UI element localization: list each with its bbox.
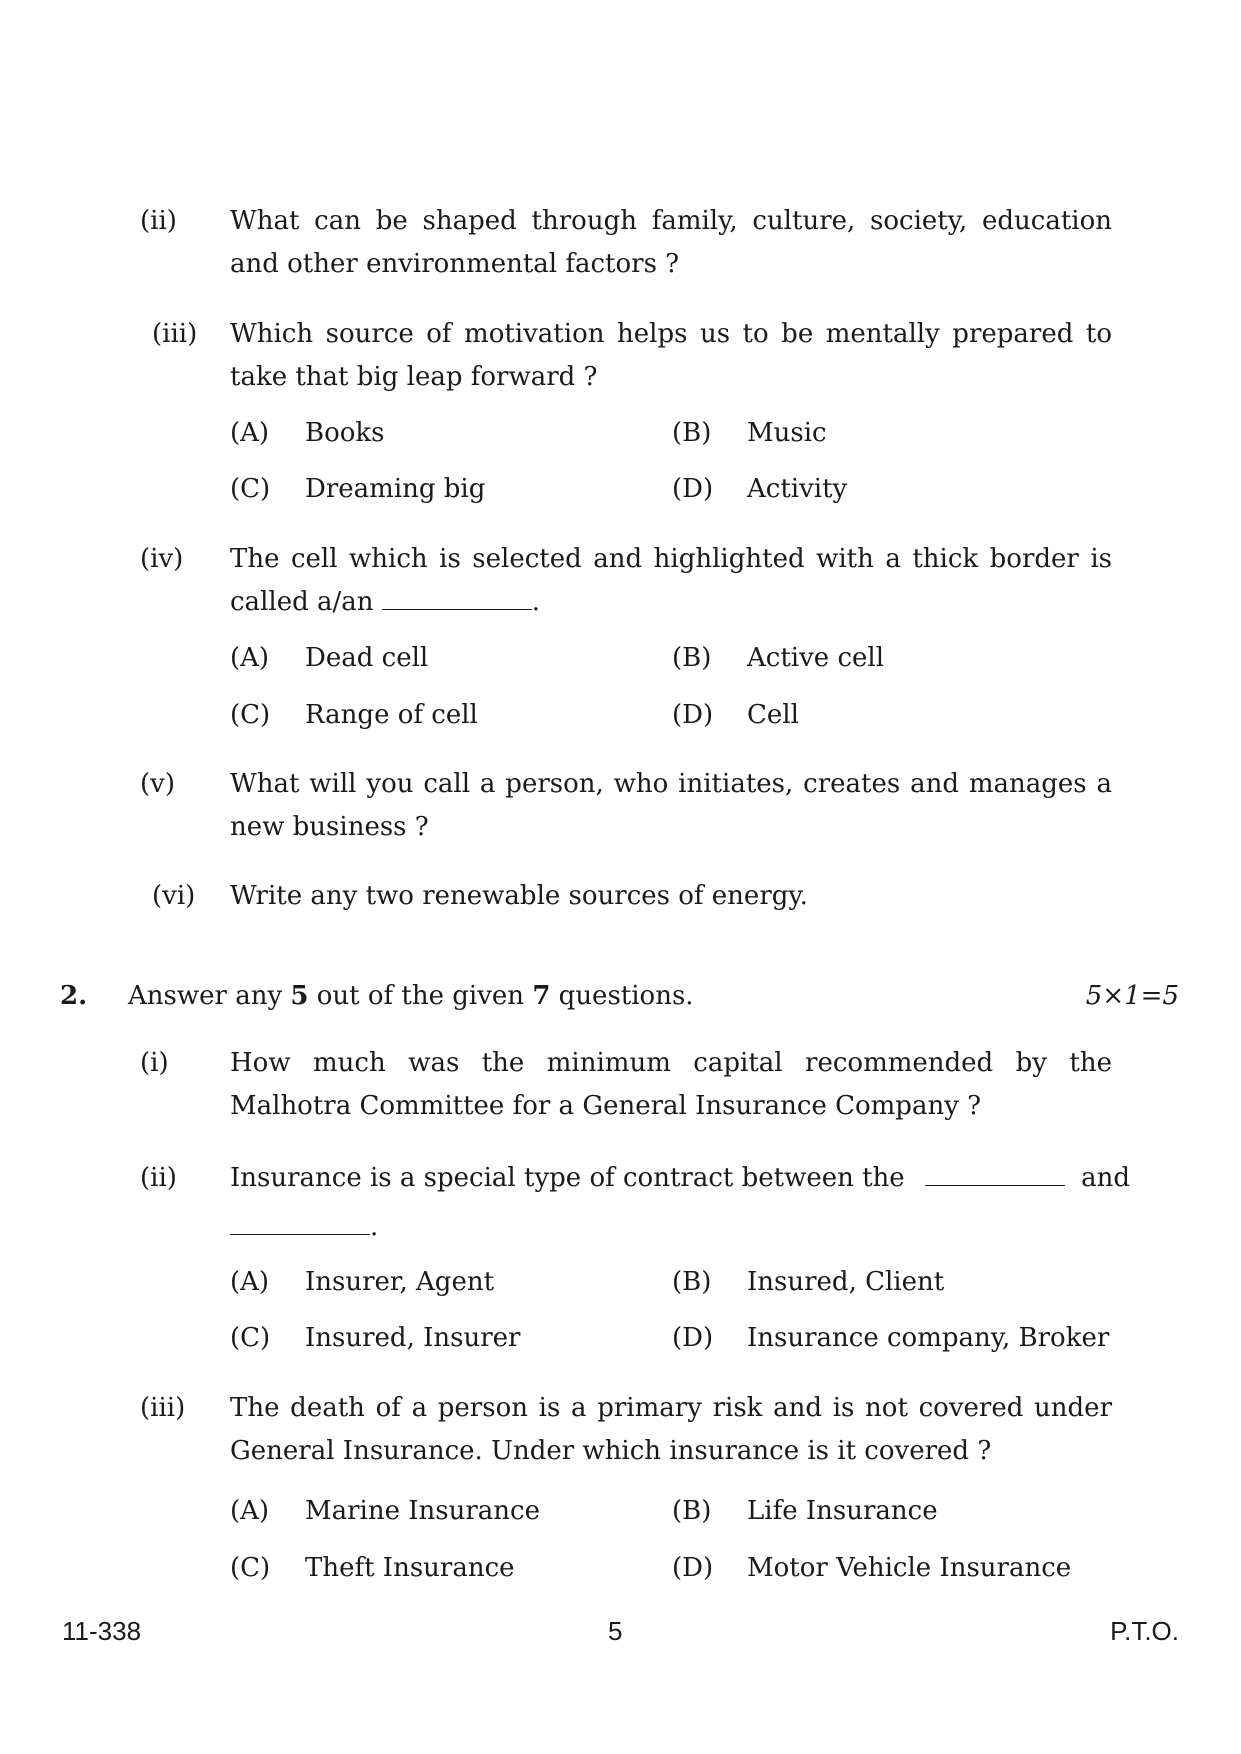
answer-blank xyxy=(382,587,532,610)
option-c: (C) Insured, Insurer xyxy=(230,1323,521,1353)
question-text: What can be shaped through family, culture, society, education and other environmental factors ? xyxy=(230,206,1112,279)
question-text: The death of a person is a primary risk and is not covered under General Insurance. Under which insurance is it covered ? xyxy=(230,1393,1112,1466)
option-d: (D) Activity xyxy=(672,474,848,504)
question-text: Insurance is a special type of contract between the and . xyxy=(230,1163,1130,1242)
question-number: (i) xyxy=(140,1048,169,1078)
option-a: (A) Books xyxy=(230,418,385,448)
question-number: (iv) xyxy=(140,544,184,574)
option-b: (B) Music xyxy=(672,418,827,448)
section-number: 2. xyxy=(60,981,88,1011)
option-b: (B) Life Insurance xyxy=(672,1496,938,1526)
question-number: (ii) xyxy=(140,1163,177,1193)
option-c: (C) Dreaming big xyxy=(230,474,486,504)
section-instruction: Answer any 5 out of the given 7 questions. xyxy=(128,981,694,1011)
question-text: Which source of motivation helps us to be mentally prepared to take that big leap forward ? xyxy=(230,319,1112,392)
question-number: (ii) xyxy=(140,206,177,236)
option-b: (B) Insured, Client xyxy=(672,1267,945,1297)
answer-blank xyxy=(230,1212,370,1235)
option-c: (C) Range of cell xyxy=(230,700,478,730)
page-number: 5 xyxy=(608,1616,623,1646)
question-number: (vi) xyxy=(152,881,196,911)
question-text: How much was the minimum capital recommended by the Malhotra Committee for a General Insurance Company ? xyxy=(230,1048,1112,1121)
question-text: The cell which is selected and highlighted with a thick border is called a/an . xyxy=(230,544,1112,617)
option-d: (D) Insurance company, Broker xyxy=(672,1323,1110,1353)
option-b: (B) Active cell xyxy=(672,643,885,673)
question-text: What will you call a person, who initiates, creates and manages a new business ? xyxy=(230,769,1112,842)
section-marks: 5×1=5 xyxy=(1085,981,1179,1011)
question-number: (iii) xyxy=(140,1393,186,1423)
paper-code: 11-338 xyxy=(62,1616,142,1646)
question-number: (v) xyxy=(140,769,175,799)
option-a: (A) Insurer, Agent xyxy=(230,1267,495,1297)
option-c: (C) Theft Insurance xyxy=(230,1553,515,1583)
question-text: Write any two renewable sources of energy. xyxy=(230,881,808,911)
option-d: (D) Cell xyxy=(672,700,799,730)
option-a: (A) Dead cell xyxy=(230,643,429,673)
pto-note: P.T.O. xyxy=(1110,1616,1179,1646)
answer-blank xyxy=(925,1163,1065,1186)
option-d: (D) Motor Vehicle Insurance xyxy=(672,1553,1072,1583)
question-number: (iii) xyxy=(152,319,198,349)
option-a: (A) Marine Insurance xyxy=(230,1496,540,1526)
